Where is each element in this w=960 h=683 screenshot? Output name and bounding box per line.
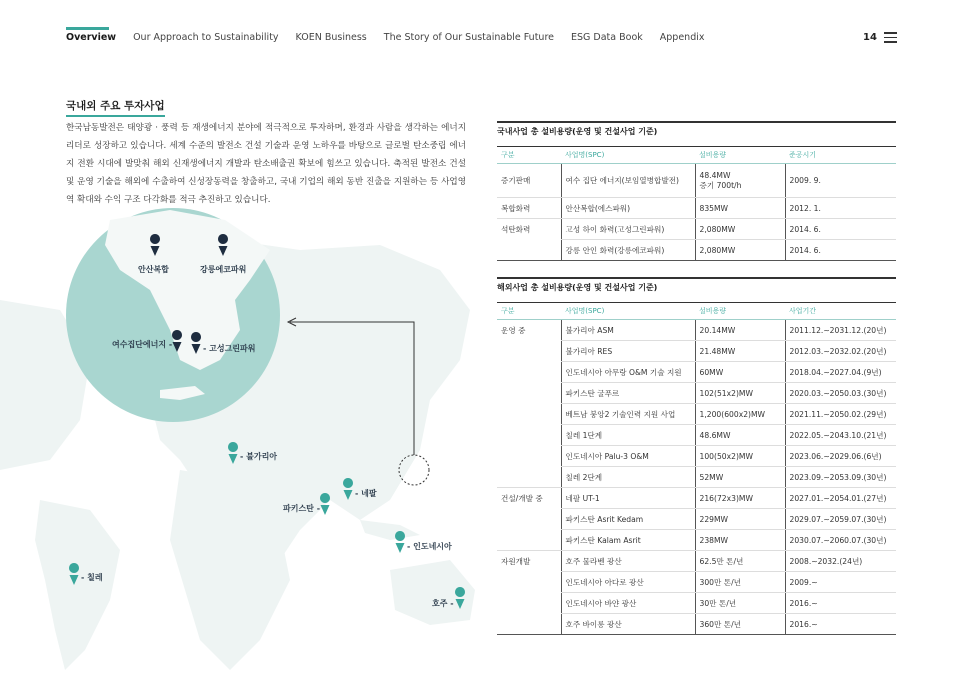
table-row: 불가리아 RES 21.48MW 2012.03.~2032.02.(20년) [497, 341, 896, 362]
section-title: 국내외 주요 투자사업 [66, 98, 165, 117]
col-header-period: 사업기간 [785, 303, 896, 320]
nav-active-indicator [66, 27, 109, 30]
col-header-capacity: 설비용량 [695, 303, 785, 320]
table-row: 인도네시아 아무랑 O&M 기술 지원 60MW 2018.04.~2027.04.(9년) [497, 362, 896, 383]
pin-label-australia: 호주 - [432, 599, 454, 608]
col-header-capacity: 설비용량 [695, 147, 785, 164]
table-row: 파키스탄 Asrit Kedam 229MW 2029.07.~2059.07.(30년) [497, 509, 896, 530]
nav-item-esg-data-book[interactable]: ESG Data Book [571, 32, 643, 43]
nav-item-overview[interactable]: Overview [66, 32, 117, 43]
domestic-table [497, 146, 896, 261]
table-row: 복합화력 안산복합(에스파워) 835MW 2012. 1. [497, 198, 896, 219]
pin-label-pakistan: 파키스탄 - [283, 504, 321, 513]
table-row: 파키스탄 굴푸르 102(51x2)MW 2020.03.~2050.03.(30년) [497, 383, 896, 404]
table-row: 인도네시아 바얀 광산 30만 톤/년 2016.~ [497, 593, 896, 614]
pin-label-indonesia: - 인도네시아 [407, 542, 452, 551]
menu-icon[interactable] [884, 32, 897, 43]
pin-label-nepal: - 네팔 [355, 489, 377, 498]
pin-label-gangneung: 강릉에코파워 [200, 265, 247, 274]
col-header-category: 구분 [497, 303, 561, 320]
table-row: 인도네시아 아다로 광산 300만 톤/년 2009.~ [497, 572, 896, 593]
col-header-project: 사업명(SPC) [561, 147, 695, 164]
top-navigation [66, 32, 721, 46]
table-row: 강릉 안인 화력(강릉에코파워) 2,080MW 2014. 6. [497, 240, 896, 261]
table-row: 인도네시아 Palu-3 O&M 100(50x2)MW 2023.06.~2029.06.(6년) [497, 446, 896, 467]
domestic-table-top-rule [497, 121, 896, 123]
section-body: 한국남동발전은 태양광 · 풍력 등 재생에너지 분야에 적극적으로 투자하며, 환경과 사람을 생각하는 에너지 리더로 성장하고 있습니다. 세계 수준의 발전소 건설 기술과 운영 노하우를 바탕으로 글로벌 탄소중립 에너지 전환 시대에 발맞춰 해외 신재생에너지 개발과 탄소배출권 확보에 힘쓰고 있습니다. 축적된 발전소 건설 및 운영 기술을 해외에 수출하여 신성장동력을 창출하고, 국내 기업의 해외 동반 진출을 지원하는 등 사업영역 확대와 수익 구조 다각화를 적극 추진하고 있습니다. [66, 123, 466, 205]
table-row: 운영 중 불가리아 ASM 20.14MW 2011.12.~2031.12.(20년) [497, 320, 896, 341]
pin-label-yeosu: 여수집단에너지 - [112, 340, 173, 349]
domestic-table-title: 국내사업 총 설비용량(운영 및 건설사업 기준) [497, 127, 658, 136]
overseas-table-title: 해외사업 총 설비용량(운영 및 건설사업 기준) [497, 283, 658, 292]
page-number: 14 [863, 32, 877, 43]
nav-item-koen-business[interactable]: KOEN Business [295, 32, 367, 43]
pin-label-goseong: - 고성그린파워 [203, 344, 256, 353]
table-row: 베트남 붕앙2 기술인력 지원 사업 1,200(600x2)MW 2021.11.~2050.02.(29년) [497, 404, 896, 425]
table-row: 건설/개발 중 네팔 UT-1 216(72x3)MW 2027.01.~2054.01.(27년) [497, 488, 896, 509]
nav-item-story[interactable]: The Story of Our Sustainable Future [383, 32, 554, 43]
pin-label-bulgaria: - 불가리아 [240, 452, 278, 461]
pin-label-ansan: 안산복합 [138, 265, 169, 274]
col-header-completion: 준공시기 [785, 147, 896, 164]
pin-label-chile: - 칠레 [81, 573, 103, 582]
table-row: 석탄화력 고성 하이 화력(고성그린파워) 2,080MW 2014. 6. [497, 219, 896, 240]
nav-item-approach[interactable]: Our Approach to Sustainability [133, 32, 279, 43]
table-row: 파키스탄 Kalam Asrit 238MW 2030.07.~2060.07.(30년) [497, 530, 896, 551]
world-map [0, 200, 490, 679]
table-row: 칠레 1단계 48.6MW 2022.05.~2043.10.(21년) [497, 425, 896, 446]
table-row: 자원개발 호주 물라벤 광산 62.5만 톤/년 2008.~2032.(24년) [497, 551, 896, 572]
table-row: 칠레 2단계 52MW 2023.09.~2053.09.(30년) [497, 467, 896, 488]
table-row: 호주 바이롱 광산 360만 톤/년 2016.~ [497, 614, 896, 635]
nav-item-appendix[interactable]: Appendix [659, 32, 705, 43]
col-header-category: 구분 [497, 147, 561, 164]
overseas-table-top-rule [497, 277, 896, 279]
col-header-project: 사업명(SPC) [561, 303, 695, 320]
overseas-table [497, 302, 896, 635]
table-row: 증기판매 여수 집단 에너지(보임열병합발전) 48.4MW 증기 700t/h 2009. 9. [497, 164, 896, 198]
